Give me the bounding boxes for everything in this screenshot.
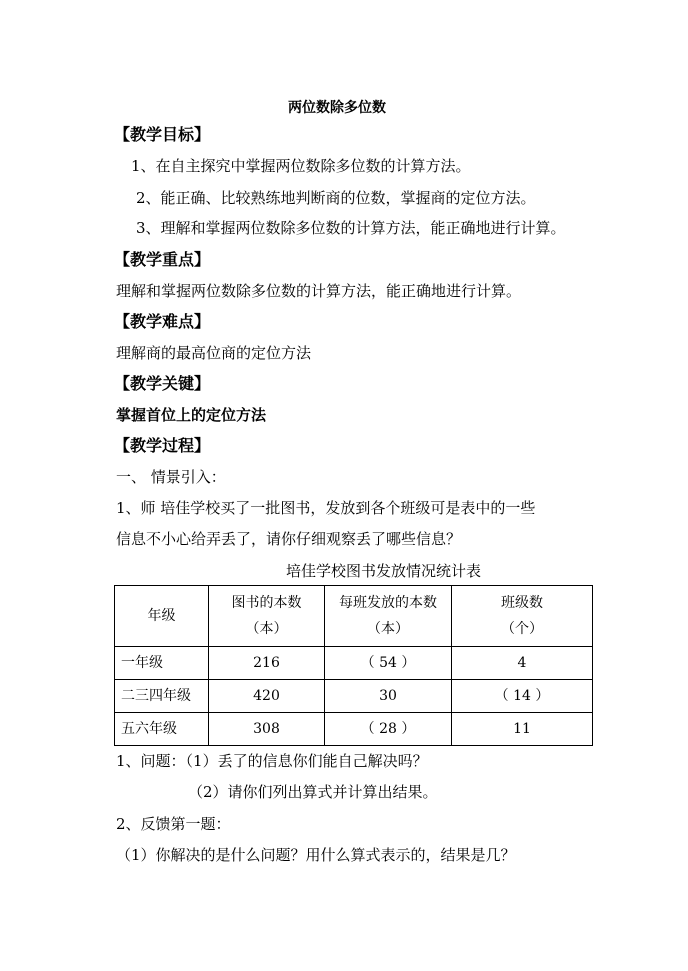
process-header: 【教学过程】 [114, 436, 211, 455]
difficulty-header: 【教学难点】 [114, 312, 211, 331]
table-cell: 4 [452, 647, 593, 680]
table-header-row [115, 586, 593, 647]
focus-text: 理解和掌握两位数除多位数的计算方法，能正确地进行计算。 [116, 282, 522, 300]
header-cell-classes: 班级数 （个） [452, 586, 593, 647]
table-cell: （ 54 ） [325, 647, 452, 680]
table-row [115, 680, 593, 713]
table-row [115, 647, 593, 680]
goals-header: 【教学目标】 [114, 125, 211, 144]
feedback-heading: 2、反馈第一题： [116, 815, 231, 833]
intro-line-2: 信息不小心给弄丢了，请你仔细观察丢了哪些信息？ [116, 530, 462, 548]
difficulty-text: 理解商的最高位商的定位方法 [116, 344, 312, 362]
table-cell: 11 [452, 713, 593, 746]
question-line-2: （2）请你们列出算式并计算出结果。 [188, 783, 438, 801]
intro-line-1: 1、师 培佳学校买了一批图书，发放到各个班级可是表中的一些 [116, 499, 536, 517]
question-line-1: 1、问题：（1）丢了的信息你们能自己解决吗？ [116, 752, 428, 770]
goal-item-1: 1、在自主探究中掌握两位数除多位数的计算方法。 [131, 157, 471, 175]
table-cell: 五六年级 [115, 713, 209, 746]
table-cell: 420 [209, 680, 325, 713]
header-cell-grade: 年级 [115, 586, 209, 647]
header-cell-books: 图书的本数 （本） [209, 586, 325, 647]
step-one-heading: 一、 情景引入： [116, 468, 226, 486]
feedback-question: （1）你解决的是什么问题？用什么算式表示的，结果是几？ [116, 846, 516, 864]
table-cell: （ 14 ） [452, 680, 593, 713]
table-cell: 216 [209, 647, 325, 680]
table-cell: 二三四年级 [115, 680, 209, 713]
goal-item-3: 3、理解和掌握两位数除多位数的计算方法，能正确地进行计算。 [136, 219, 566, 237]
header-cell-per-class: 每班发放的本数 （本） [325, 586, 452, 647]
page-title: 两位数除多位数 [288, 100, 386, 116]
table-cell: 30 [325, 680, 452, 713]
key-header: 【教学关键】 [114, 374, 211, 393]
goal-item-2: 2、能正确、比较熟练地判断商的位数，掌握商的定位方法。 [136, 189, 536, 207]
table-cell: 一年级 [115, 647, 209, 680]
table-cell: （ 28 ） [325, 713, 452, 746]
focus-header: 【教学重点】 [114, 250, 211, 269]
table-caption: 培佳学校图书发放情况统计表 [286, 562, 482, 580]
book-distribution-table [114, 585, 593, 746]
table-cell: 308 [209, 713, 325, 746]
key-text: 掌握首位上的定位方法 [116, 406, 267, 424]
table-row [115, 713, 593, 746]
